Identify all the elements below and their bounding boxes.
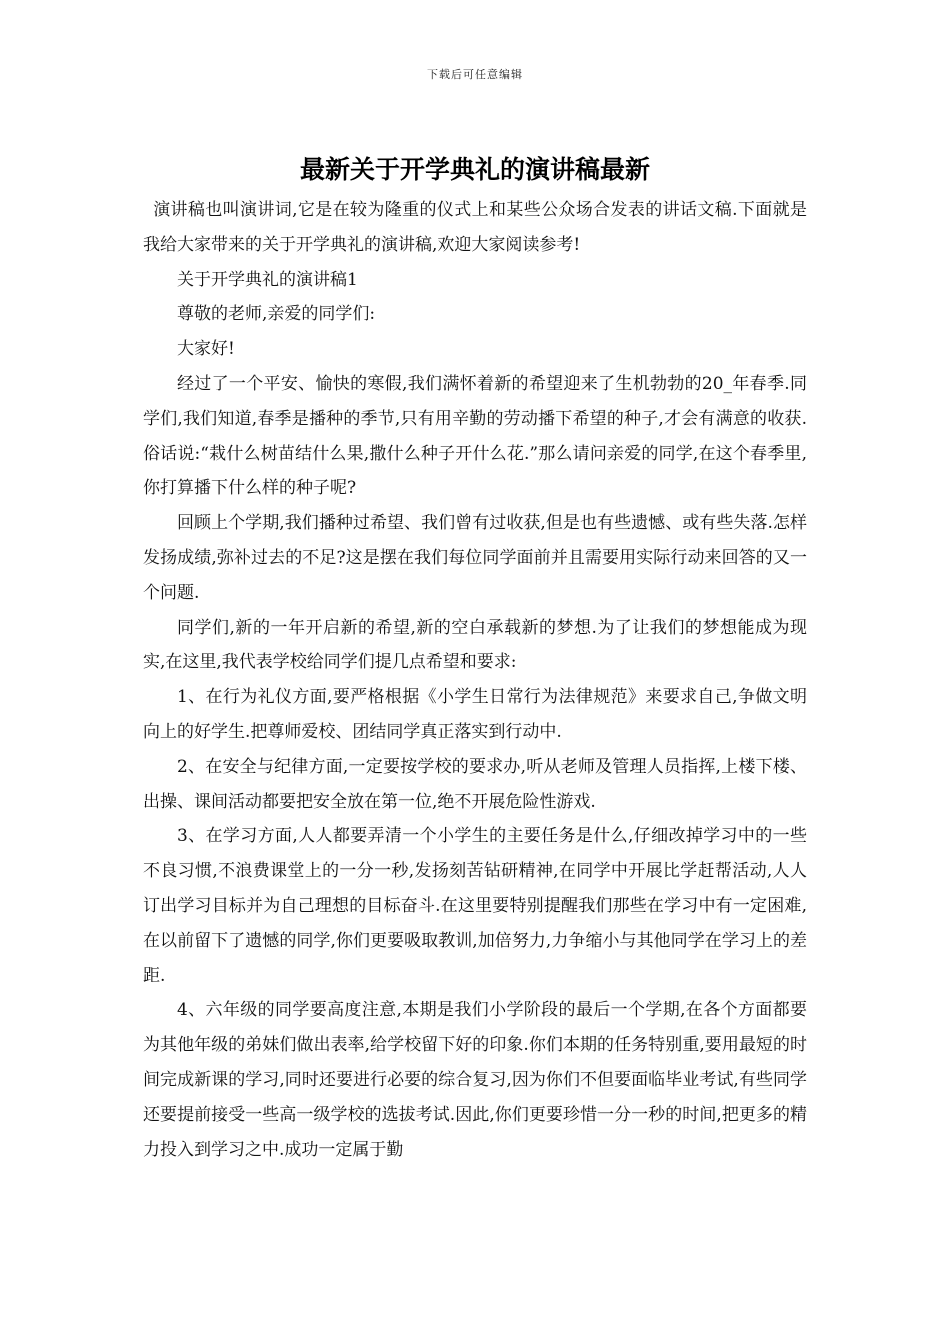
page-header-note: 下载后可任意编辑: [427, 68, 523, 81]
list-item-etiquette: 1、在行为礼仪方面,要严格根据《小学生日常行为法律规范》来要求自己,争做文明向上的好学生.把尊师爱校、团结同学真正落实到行动中.: [143, 687, 807, 742]
document-body: [143, 193, 807, 1167]
body-paragraph: 经过了一个平安、愉快的寒假,我们满怀着新的希望迎来了生机勃勃的20_年春季.同学们,我们知道,春季是播种的季节,只有用辛勤的劳动播下希望的种子,才会有满意的收获.俗话说:“栽什么树苗结什么果,撒什么种子开什么花.”那么请问亲爱的同学,在这个春季里,你打算播下什么样的种子呢?: [143, 373, 807, 499]
document-title: 最新关于开学典礼的演讲稿最新: [299, 155, 650, 184]
list-item-safety: 2、在安全与纪律方面,一定要按学校的要求办,听从老师及管理人员指挥,上楼下楼、出操、课间活动都要把安全放在第一位,绝不开展危险性游戏.: [143, 756, 807, 812]
intro-paragraph: 演讲稿也叫演讲词,它是在较为隆重的仪式上和某些公众场合发表的讲话文稿.下面就是我给大家带来的关于开学典礼的演讲稿,欢迎大家阅读参考!: [143, 200, 807, 255]
list-item-grade-six: 4、六年级的同学要高度注意,本期是我们小学阶段的最后一个学期,在各个方面都要为其他年级的弟妹们做出表率,给学校留下好的印象.你们本期的任务特别重,要用最短的时间完成新课的学习,同时还要进行必要的综合复习,因为你们不但要面临毕业考试,有些同学还要提前接受一些高一级学校的选拔考试.因此,你们更要珍惜一分一秒的时间,把更多的精力投入到学习之中.成功一定属于勤: [143, 1000, 807, 1160]
salutation: 尊敬的老师,亲爱的同学们:: [177, 304, 376, 325]
list-item-study: 3、在学习方面,人人都要弄清一个小学生的主要任务是什么,仔细改掉学习中的一些不良习惯,不浪费课堂上的一分一秒,发扬刻苦钻研精神,在同学中开展比学赶帮活动,人人订出学习目标并为自己理想的目标奋斗.在这里要特别提醒我们那些在学习中有一定困难,在以前留下了遗憾的同学,你们更要吸取教训,加倍努力,力争缩小与其他同学在学习上的差距.: [143, 826, 807, 986]
speech-heading: 关于开学典礼的演讲稿1: [177, 269, 358, 290]
body-paragraph: 同学们,新的一年开启新的希望,新的空白承载新的梦想.为了让我们的梦想能成为现实,在这里,我代表学校给同学们提几点希望和要求:: [143, 617, 807, 673]
greeting: 大家好!: [177, 339, 235, 360]
body-paragraph: 回顾上个学期,我们播种过希望、我们曾有过收获,但是也有些遗憾、或有些失落.怎样发扬成绩,弥补过去的不足?这是摆在我们每位同学面前并且需要用实际行动来回答的又一个问题.: [143, 513, 807, 603]
